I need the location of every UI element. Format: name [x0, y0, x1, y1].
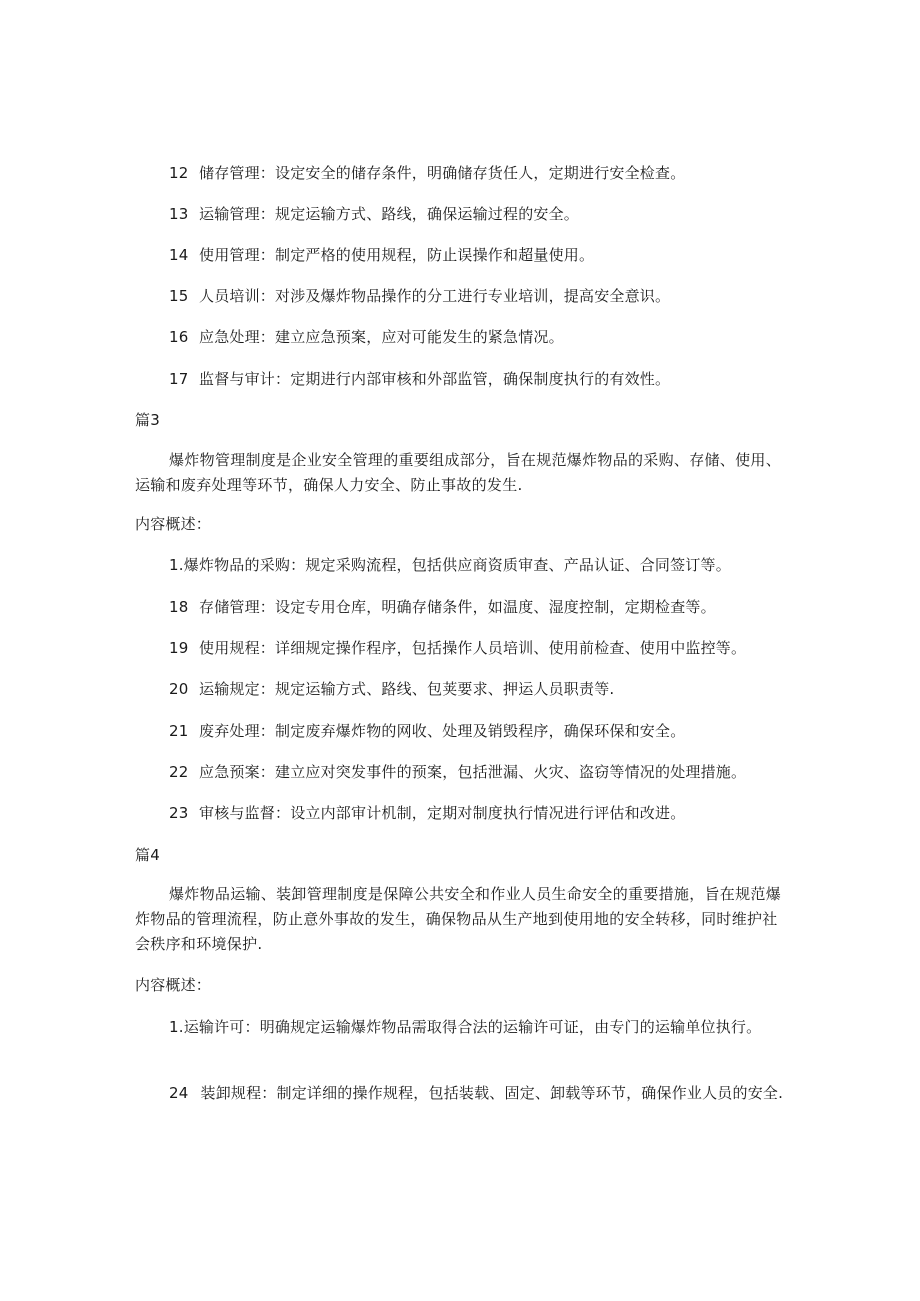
list-item [169, 762, 746, 782]
item-text: 存储管理：设定专用仓库，明确存储条件，如温度、湿度控制，定期检查等。 [199, 598, 716, 616]
intro-paragraph: 爆炸物管理制度是企业安全管理的重要组成部分，旨在规范爆炸物品的采购、存储、使用、运输和废弃处理等环节，确保人力安全、防止事故的发生. [135, 451, 782, 494]
list-item [169, 597, 716, 617]
item-number: 14 [169, 246, 189, 264]
item-text: 运输管理：规定运输方式、路线，确保运输过程的安全。 [199, 205, 580, 223]
item-text: 人员培训：对涉及爆炸物品操作的分工进行专业培训，提高安全意识。 [199, 287, 671, 305]
item-number: 19 [169, 639, 189, 657]
item-number: 24 [169, 1084, 189, 1102]
item-number: 21 [169, 722, 189, 740]
item-text: 运输规定：规定运输方式、路线、包荚要求、押运人员职责等. [199, 680, 615, 698]
list-item [169, 638, 746, 658]
list-item [169, 679, 614, 699]
item-text: 使用规程：详细规定操作程序，包括操作人员培训、使用前检查、使用中监控等。 [199, 639, 747, 657]
item-number: 15 [169, 287, 189, 305]
intro-paragraph: 爆炸物品运输、装卸管理制度是保障公共安全和作业人员生命安全的重要措施，旨在规范爆炸物品的管理流程，防止意外事故的发生，确保物品从生产地到使用地的安全转移，同时维护社会秩序和环境保护. [135, 885, 782, 953]
item-number: 18 [169, 598, 189, 616]
list-item: 1.运输许可：明确规定运输爆炸物品需取得合法的运输许可证，由专门的运输单位执行。 [169, 1018, 762, 1036]
item-number: 20 [169, 680, 189, 698]
item-text: 装卸规程：制定详细的操作规程，包括装载、固定、卸载等环节，确保作业人员的安全. [200, 1084, 784, 1102]
item-text: 储存管理：设定安全的储存条件，明确储存货任人，定期进行安全检查。 [199, 164, 686, 182]
list-item [169, 163, 685, 183]
section-heading: 篇3 [135, 411, 160, 429]
item-number: 17 [169, 370, 189, 388]
item-text: 应急处理：建立应急预案，应对可能发生的紧急情况。 [199, 328, 564, 346]
list-item [169, 327, 564, 347]
list-item [135, 1080, 795, 1107]
list-item [169, 286, 670, 306]
item-number: 13 [169, 205, 189, 223]
item-number: 16 [169, 328, 189, 346]
item-text: 使用管理：制定严格的使用规程，防止误操作和超量使用。 [199, 246, 595, 264]
overview-label: 内容概述： [135, 976, 212, 994]
list-item [169, 204, 579, 224]
list-item [169, 245, 594, 265]
overview-label: 内容概述： [135, 515, 212, 533]
list-item: 1.爆炸物品的采购：规定采购流程，包括供应商资质审查、产品认证、合同签订等。 [169, 556, 731, 574]
list-item [169, 369, 670, 389]
item-number: 22 [169, 763, 189, 781]
item-number: 12 [169, 164, 189, 182]
item-text: 监督与审计：定期进行内部审核和外部监管，确保制度执行的有效性。 [199, 370, 671, 388]
list-item [169, 721, 685, 741]
list-item [169, 803, 685, 823]
section-heading: 篇4 [135, 846, 160, 864]
item-number: 23 [169, 804, 189, 822]
item-text: 废弃处理：制定废弃爆炸物的网收、处理及销毁程序，确保环保和安全。 [199, 722, 686, 740]
item-text: 审核与监督：设立内部审计机制，定期对制度执行情况进行评估和改进。 [199, 804, 686, 822]
item-text: 应急预案：建立应对突发事件的预案，包括泄漏、火灾、盗窃等情况的处理措施。 [199, 763, 747, 781]
